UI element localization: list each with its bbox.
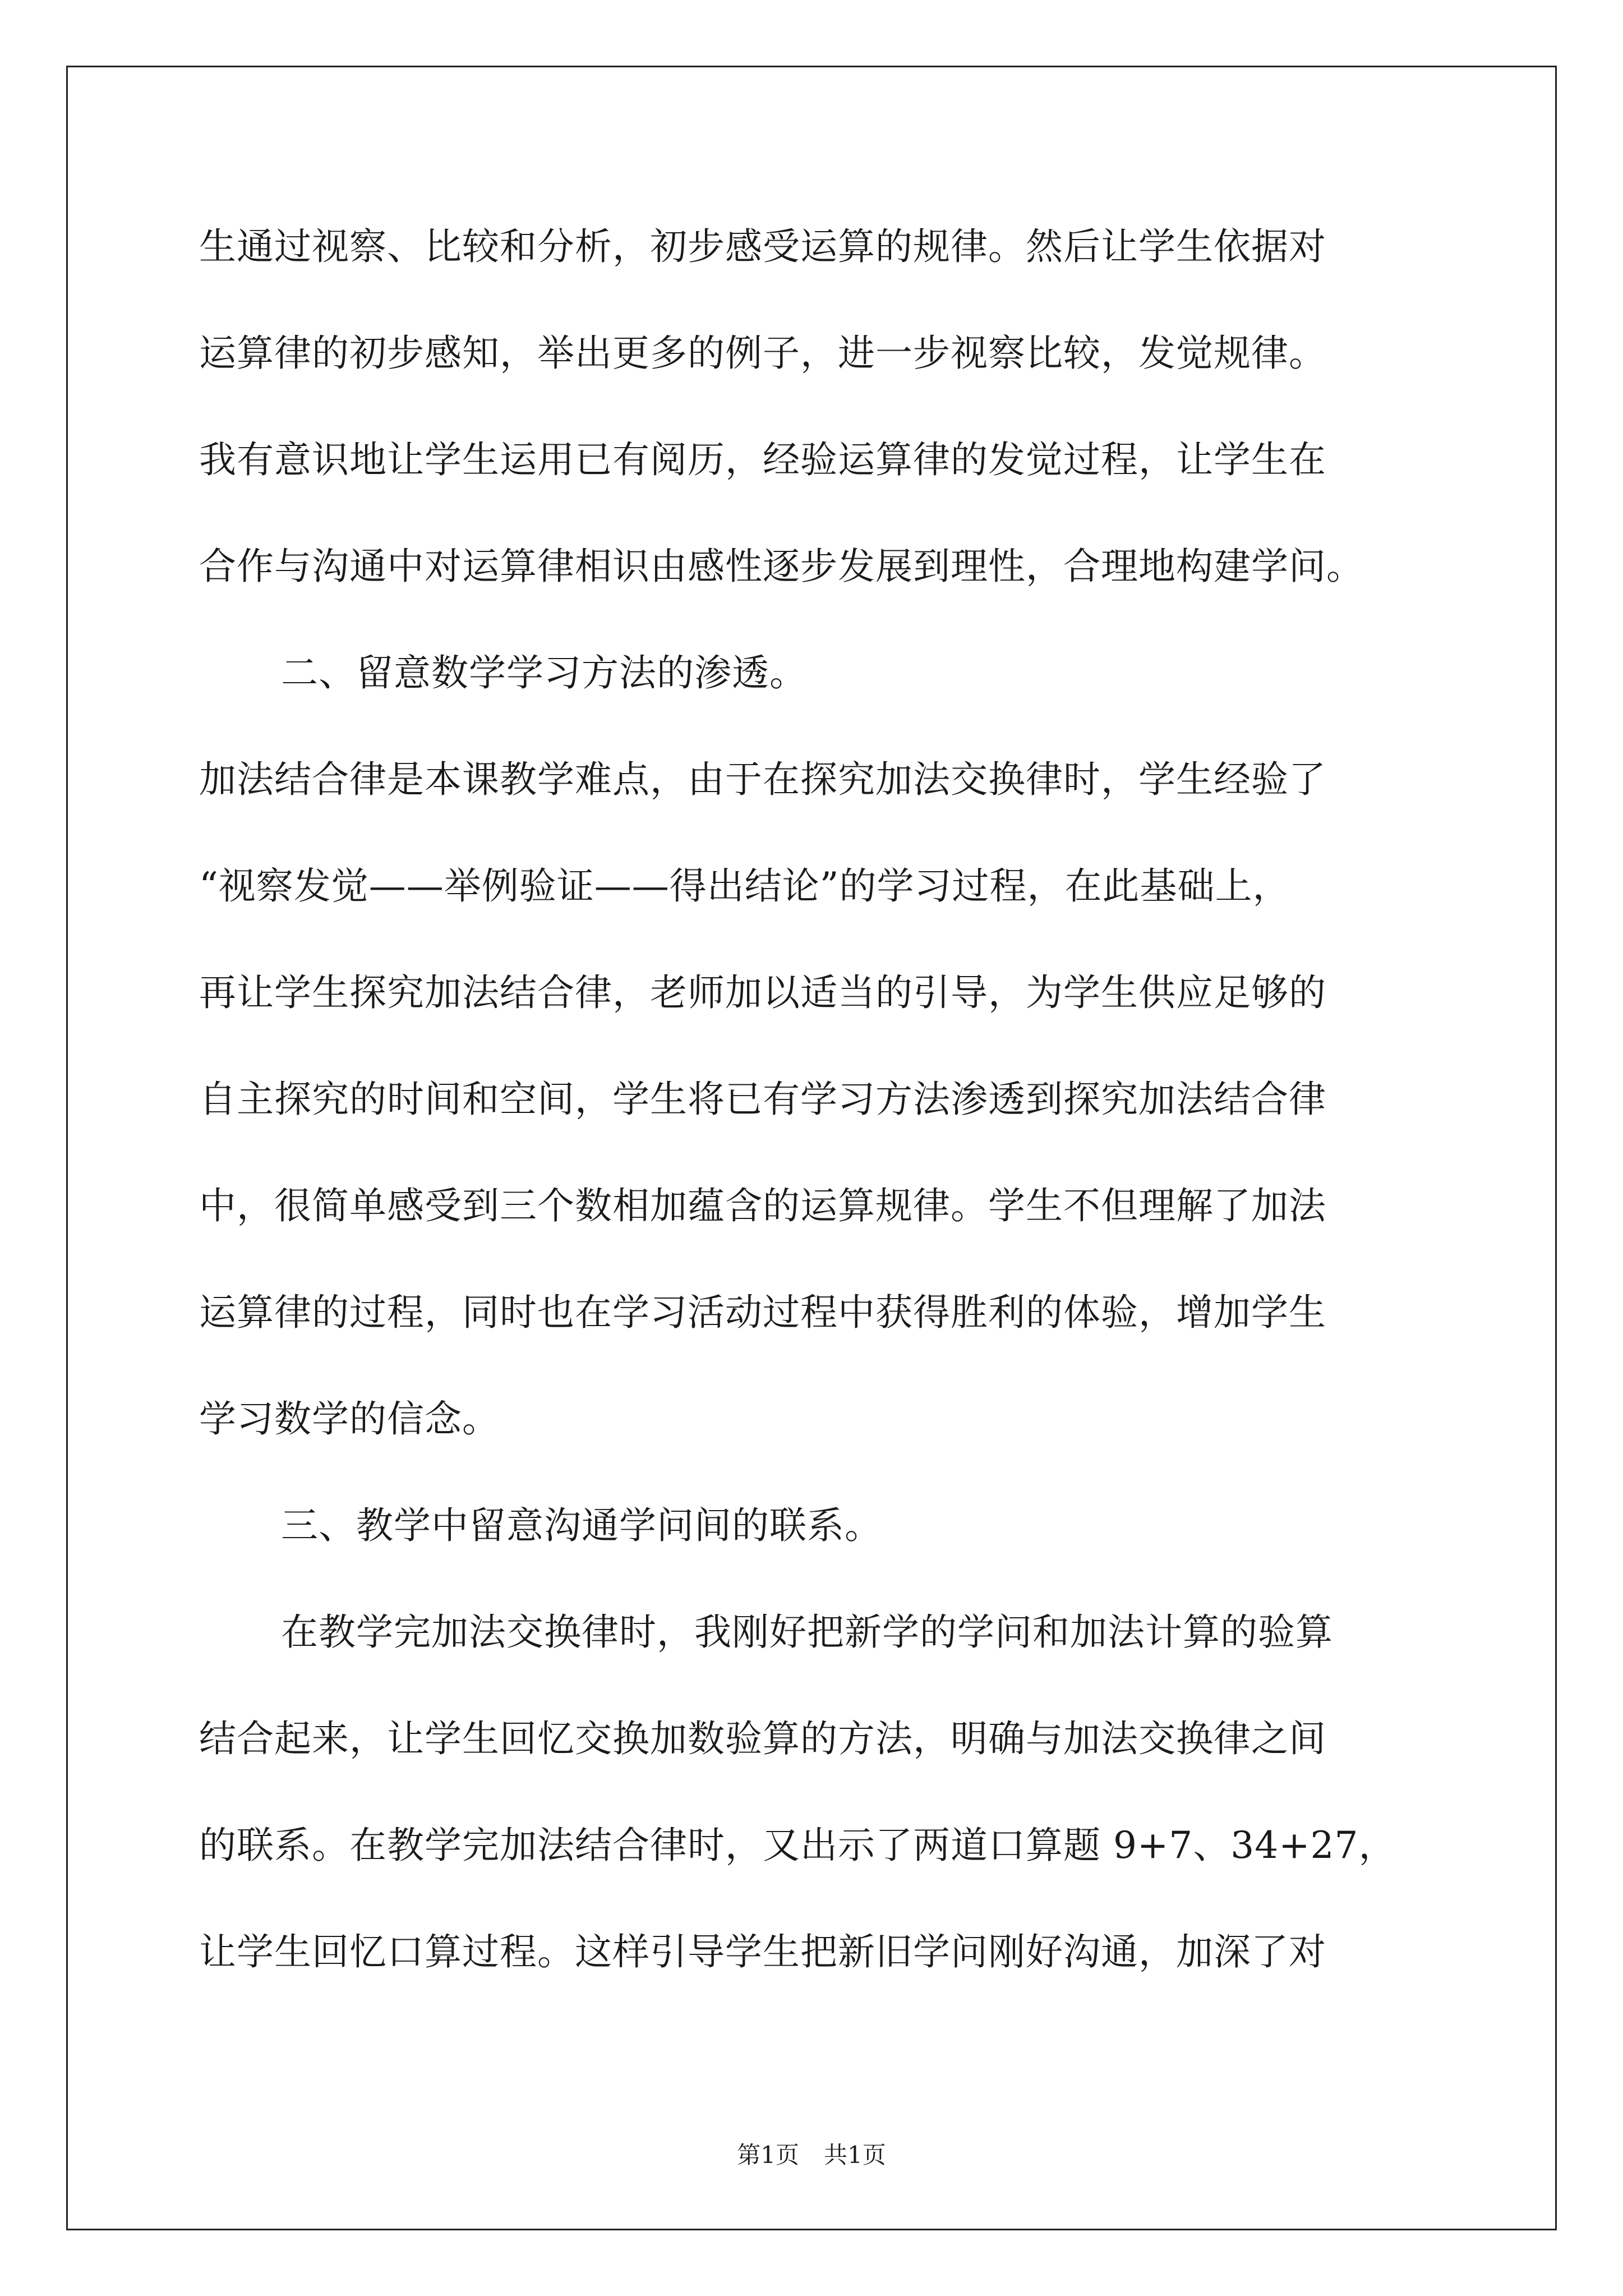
document-body — [199, 213, 1455, 2025]
page-number-current: 第1页 — [737, 2141, 799, 2169]
text-line-6: 加法结合律是本课教学难点，由于在探究加法交换律时，学生经验了 — [199, 758, 1326, 801]
text-line-4: 合作与沟通中对运算律相识由感性逐步发展到理性，合理地构建学问。 — [199, 545, 1364, 588]
text-line-14: 在教学完加法交换律时，我刚好把新学的学问和加法计算的验算 — [281, 1611, 1333, 1654]
page-number-total: 共1页 — [824, 2141, 886, 2169]
text-line-9: 自主探究的时间和空间，学生将已有学习方法渗透到探究加法结合律 — [199, 1078, 1326, 1121]
text-line-7: “视察发觉——举例验证——得出结论”的学习过程，在此基础上， — [199, 864, 1290, 908]
text-line-10: 中，很简单感受到三个数相加蕴含的运算规律。学生不但理解了加法 — [199, 1184, 1326, 1227]
text-line-11: 运算律的过程，同时也在学习活动过程中获得胜利的体验，增加学生 — [199, 1291, 1326, 1334]
text-line-16: 的联系。在教学完加法结合律时，又出示了两道口算题 9+7、34+27， — [199, 1824, 1396, 1867]
text-line-8: 再让学生探究加法结合律，老师加以适当的引导，为学生供应足够的 — [199, 971, 1326, 1014]
text-line-15: 结合起来，让学生回忆交换加数验算的方法，明确与加法交换律之间 — [199, 1717, 1326, 1760]
text-line-1: 生通过视察、比较和分析，初步感受运算的规律。然后让学生依据对 — [199, 225, 1326, 268]
text-line-2: 运算律的初步感知，举出更多的例子，进一步视察比较，发觉规律。 — [199, 332, 1326, 375]
section-heading-3: 三、教学中留意沟通学问间的联系。 — [281, 1504, 882, 1547]
text-line-17: 让学生回忆口算过程。这样引导学生把新旧学问刚好沟通，加深了对 — [199, 1930, 1326, 1973]
text-line-12: 学习数学的信念。 — [199, 1397, 500, 1441]
text-line-3: 我有意识地让学生运用已有阅历，经验运算律的发觉过程，让学生在 — [199, 438, 1326, 481]
page-footer — [0, 2138, 1623, 2172]
section-heading-2: 二、留意数学学习方法的渗透。 — [281, 651, 807, 694]
